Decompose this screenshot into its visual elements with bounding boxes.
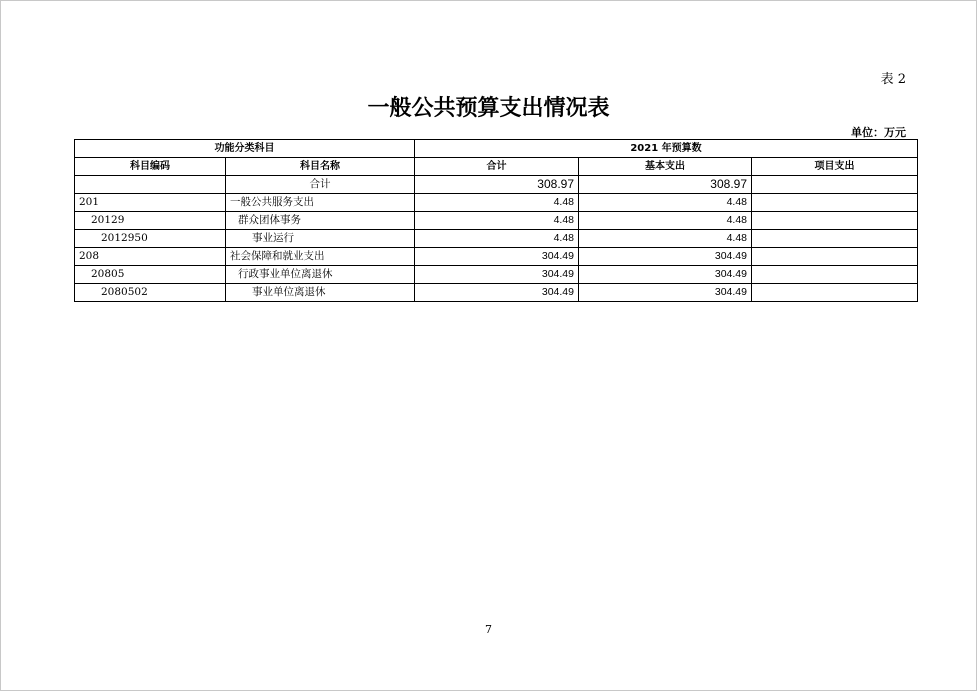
cell-project bbox=[752, 266, 918, 284]
cell-basic: 304.49 bbox=[579, 284, 752, 302]
cell-name: 事业运行 bbox=[226, 230, 415, 248]
table-row bbox=[75, 176, 918, 194]
header-basic: 基本支出 bbox=[579, 158, 752, 176]
cell-name: 群众团体事务 bbox=[226, 212, 415, 230]
page-title: 一般公共预算支出情况表 bbox=[367, 96, 610, 121]
cell-name: 行政事业单位离退休 bbox=[226, 266, 415, 284]
cell-code: 20129 bbox=[75, 212, 226, 230]
table-row bbox=[75, 230, 918, 248]
cell-total: 304.49 bbox=[415, 266, 579, 284]
cell-total: 304.49 bbox=[415, 284, 579, 302]
cell-total: 304.49 bbox=[415, 248, 579, 266]
cell-basic: 4.48 bbox=[579, 230, 752, 248]
table-number: 表 2 bbox=[880, 72, 906, 87]
cell-name: 社会保障和就业支出 bbox=[226, 248, 415, 266]
cell-project bbox=[752, 212, 918, 230]
table-header-row-2 bbox=[75, 158, 918, 176]
cell-basic: 4.48 bbox=[579, 212, 752, 230]
budget-table bbox=[74, 139, 918, 302]
cell-total: 4.48 bbox=[415, 230, 579, 248]
cell-project bbox=[752, 194, 918, 212]
page-number: 7 bbox=[485, 623, 492, 636]
cell-code: 20805 bbox=[75, 266, 226, 284]
table-row bbox=[75, 212, 918, 230]
cell-name: 一般公共服务支出 bbox=[226, 194, 415, 212]
header-code: 科目编码 bbox=[75, 158, 226, 176]
cell-basic: 4.48 bbox=[579, 194, 752, 212]
cell-name: 事业单位离退休 bbox=[226, 284, 415, 302]
cell-project bbox=[752, 284, 918, 302]
cell-project bbox=[752, 176, 918, 194]
cell-code: 2080502 bbox=[75, 284, 226, 302]
cell-code bbox=[75, 176, 226, 194]
header-project: 项目支出 bbox=[752, 158, 918, 176]
cell-name: 合计 bbox=[226, 176, 415, 194]
table-row bbox=[75, 248, 918, 266]
cell-total: 4.48 bbox=[415, 212, 579, 230]
header-name: 科目名称 bbox=[226, 158, 415, 176]
table-row bbox=[75, 284, 918, 302]
header-func-group: 功能分类科目 bbox=[75, 140, 415, 158]
unit-label: 单位：万元 bbox=[851, 126, 906, 139]
cell-project bbox=[752, 248, 918, 266]
cell-code: 208 bbox=[75, 248, 226, 266]
header-budget-group: 2021 年预算数 bbox=[415, 140, 918, 158]
cell-basic: 304.49 bbox=[579, 248, 752, 266]
cell-project bbox=[752, 230, 918, 248]
header-total: 合计 bbox=[415, 158, 579, 176]
cell-basic: 308.97 bbox=[579, 176, 752, 194]
table-row bbox=[75, 194, 918, 212]
cell-total: 4.48 bbox=[415, 194, 579, 212]
table-row bbox=[75, 266, 918, 284]
cell-basic: 304.49 bbox=[579, 266, 752, 284]
cell-code: 2012950 bbox=[75, 230, 226, 248]
cell-code: 201 bbox=[75, 194, 226, 212]
cell-total: 308.97 bbox=[415, 176, 579, 194]
table-header-row-1 bbox=[75, 140, 918, 158]
